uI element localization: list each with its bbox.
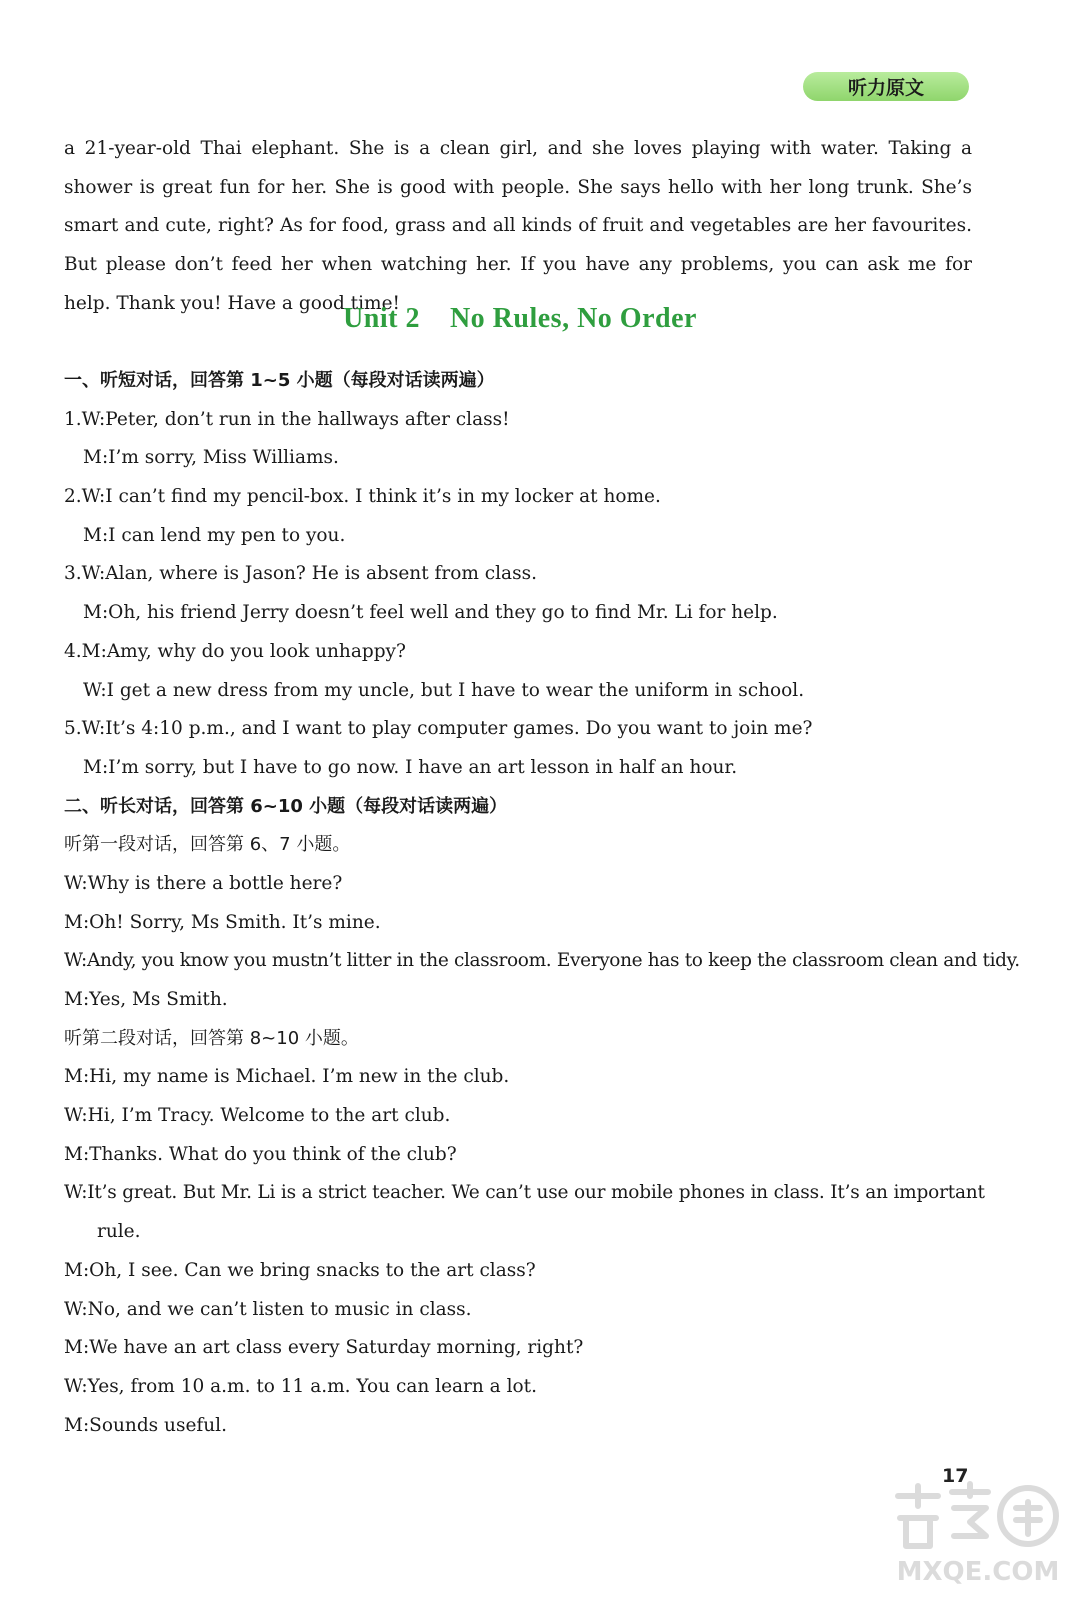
- dialogue-line: W:I get a new dress from my uncle, but I have to wear the uniform in school.: [83, 679, 805, 701]
- svg-text:MXQE.COM: MXQE.COM: [896, 1557, 1060, 1587]
- section-tag: 听力原文: [803, 72, 969, 101]
- dialogue-line: M:I’m sorry, Miss Williams.: [83, 447, 339, 469]
- dialogue-line: W:No, and we can’t listen to music in class.: [64, 1298, 472, 1320]
- dialogue-line: 4.M:Amy, why do you look unhappy?: [64, 640, 406, 662]
- dialogue-line: M:I’m sorry, but I have to go now. I have an art lesson in half an hour.: [83, 756, 738, 778]
- dialogue-line: M:Hi, my name is Michael. I’m new in the club.: [64, 1066, 510, 1088]
- dialogue-line: M:Sounds useful.: [64, 1414, 227, 1436]
- dialogue-line: W:It’s great. But Mr. Li is a strict teacher. We can’t use our mobile phones in class. It’s an important: [64, 1182, 985, 1204]
- dialogue-line: 3.W:Alan, where is Jason? He is absent from class.: [64, 563, 537, 585]
- sub-instruction: 听第二段对话，回答第 8~10 小题。: [64, 1027, 359, 1049]
- dialogue-line: M:We have an art class every Saturday morning, right?: [64, 1337, 584, 1359]
- dialogue-line: W:Why is there a bottle here?: [64, 872, 343, 894]
- page-number: 17: [942, 1465, 969, 1487]
- dialogue-line: rule.: [97, 1221, 141, 1243]
- dialogue-line: W:Andy, you know you mustn’t litter in the classroom. Everyone has to keep the classroom clean and tidy.: [64, 950, 1020, 972]
- dialogue-line: M:Oh! Sorry, Ms Smith. It’s mine.: [64, 911, 381, 933]
- dialogue-line: M:I can lend my pen to you.: [83, 524, 346, 546]
- dialogue-line: M:Oh, I see. Can we bring snacks to the art class?: [64, 1259, 536, 1281]
- dialogue-line: M:Yes, Ms Smith.: [64, 989, 228, 1010]
- sub-instruction: 听第一段对话，回答第 6、7 小题。: [64, 834, 351, 856]
- dialogue-line: M:Thanks. What do you think of the club?: [64, 1143, 457, 1165]
- dialogue-line: 5.W:It’s 4:10 p.m., and I want to play computer games. Do you want to join me?: [64, 718, 813, 740]
- dialogue-line: 1.W:Peter, don’t run in the hallways after class!: [64, 408, 510, 430]
- section-heading-1: 一、听短对话，回答第 1~5 小题（每段对话读两遍）: [64, 370, 495, 391]
- watermark-logo: [888, 1478, 1068, 1588]
- section-heading-2: 二、听长对话，回答第 6~10 小题（每段对话读两遍）: [64, 795, 508, 817]
- dialogue-line: 2.W:I can’t find my pencil-box. I think it’s in my locker at home.: [64, 486, 661, 508]
- dialogue-line: W:Hi, I’m Tracy. Welcome to the art club.: [64, 1105, 451, 1127]
- unit-title: Unit 2 No Rules, No Order: [343, 303, 697, 334]
- intro-paragraph: a 21-year-old Thai elephant. She is a clean girl, and she loves playing with water. Taking a shower is great fun for her. She is good with people. She says hello with her long trunk. She’s smart and cute, right? As for food, grass and all kinds of fruit and vegetables are her favourites. But please don’t feed her when watching her. If you have any problems, you can ask me for help. Thank you! Have a good time!: [64, 138, 972, 314]
- dialogue-line: M:Oh, his friend Jerry doesn’t feel well and they go to find Mr. Li for help.: [83, 602, 778, 624]
- dialogue-line: W:Yes, from 10 a.m. to 11 a.m. You can learn a lot.: [64, 1375, 537, 1397]
- transcript-content: [64, 362, 1020, 1445]
